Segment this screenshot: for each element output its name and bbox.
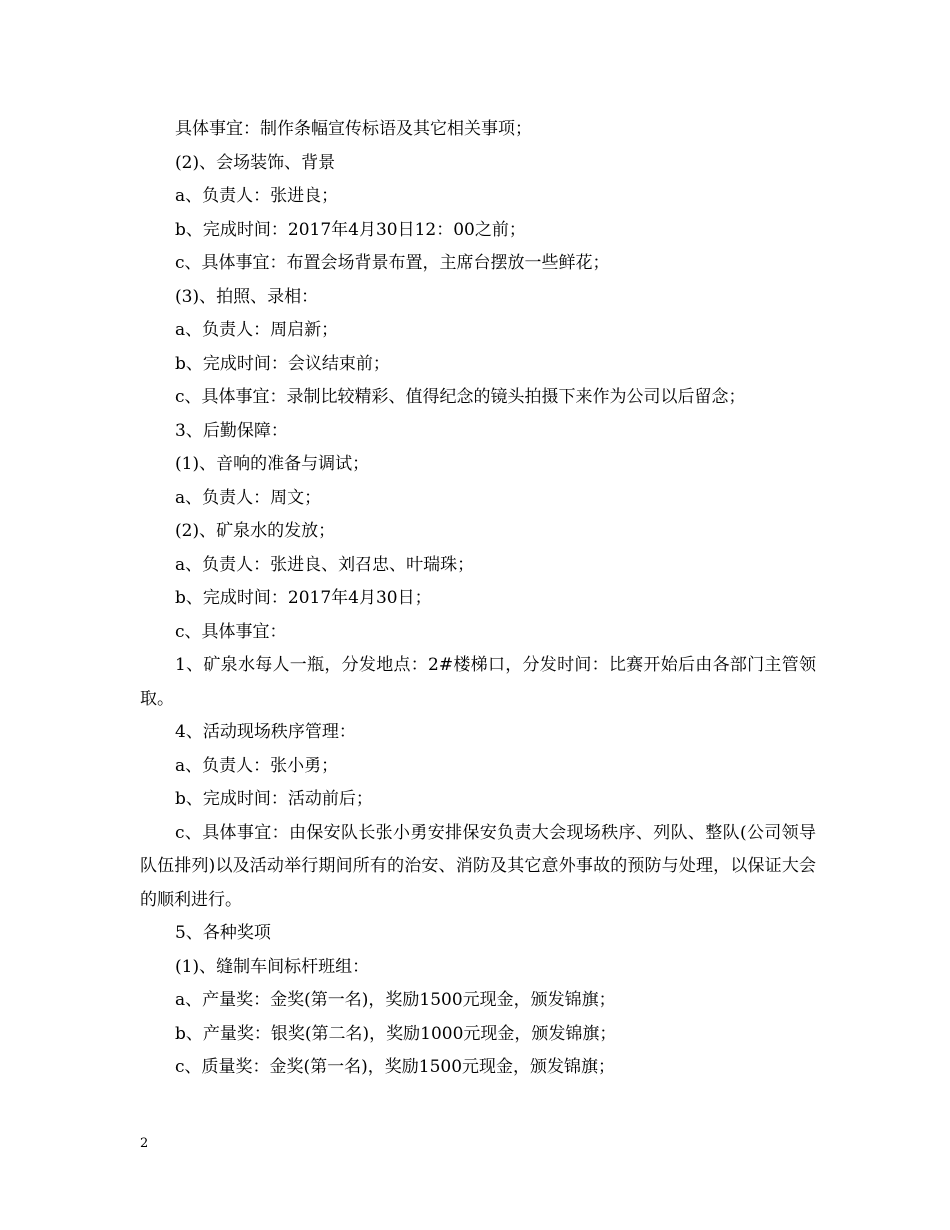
section-heading: (1)、缝制车间标杆班组： xyxy=(175,956,370,977)
section-heading: 5、各种奖项 xyxy=(175,923,271,943)
section-heading: (1)、音响的准备与调试； xyxy=(175,454,370,474)
text-line: c、具体事宜：录制比较精彩、值得纪念的镜头拍摄下来作为公司以后留念； xyxy=(175,387,746,407)
section-heading: (2)、会场装饰、背景 xyxy=(175,152,336,173)
text-line: b、完成时间：活动前后； xyxy=(175,789,373,809)
paragraph: 1、矿泉水每人一瓶，分发地点：2#楼梯口，分发时间：比赛开始后由各部门主管领取。 xyxy=(140,655,816,709)
text-line: a、负责人：张进良； xyxy=(175,186,339,206)
text-line: a、负责人：周文； xyxy=(175,487,322,508)
document-body xyxy=(140,113,816,1085)
text-line: c、具体事宜： xyxy=(175,621,287,642)
text-line: 具体事宜：制作条幅宣传标语及其它相关事项； xyxy=(175,119,532,139)
text-line: a、负责人：张小勇； xyxy=(175,755,339,776)
text-line: c、具体事宜：布置会场背景布置，主席台摆放一些鲜花； xyxy=(175,253,610,273)
section-heading: (2)、矿泉水的发放； xyxy=(175,521,336,541)
page-number: 2 xyxy=(140,1136,149,1151)
paragraph: c、具体事宜：由保安队长张小勇安排保安负责大会现场秩序、列队、整队(公司领导队伍排列)以及活动举行期间所有的治安、消防及其它意外事故的预防与处理，以保证大会的顺利进行。 xyxy=(140,822,816,910)
text-line: b、完成时间：2017年4月30日； xyxy=(175,588,432,608)
text-line: a、产量奖：金奖(第一名)，奖励1500元现金，颁发锦旗； xyxy=(175,990,616,1010)
text-line: a、负责人：周启新； xyxy=(175,320,339,340)
text-line: a、负责人：张进良、刘召忠、叶瑞珠； xyxy=(175,554,475,575)
section-heading: (3)、拍照、录相： xyxy=(175,286,319,307)
text-line: c、质量奖：金奖(第一名)，奖励1500元现金，颁发锦旗； xyxy=(175,1057,616,1077)
text-line: b、产量奖：银奖(第二名)，奖励1000元现金，颁发锦旗； xyxy=(175,1023,617,1044)
text-line: b、完成时间：会议结束前； xyxy=(175,353,390,374)
section-heading: 3、后勤保障： xyxy=(175,420,288,441)
section-heading: 4、活动现场秩序管理： xyxy=(175,722,356,742)
text-line: b、完成时间：2017年4月30日12：00之前； xyxy=(175,219,526,240)
